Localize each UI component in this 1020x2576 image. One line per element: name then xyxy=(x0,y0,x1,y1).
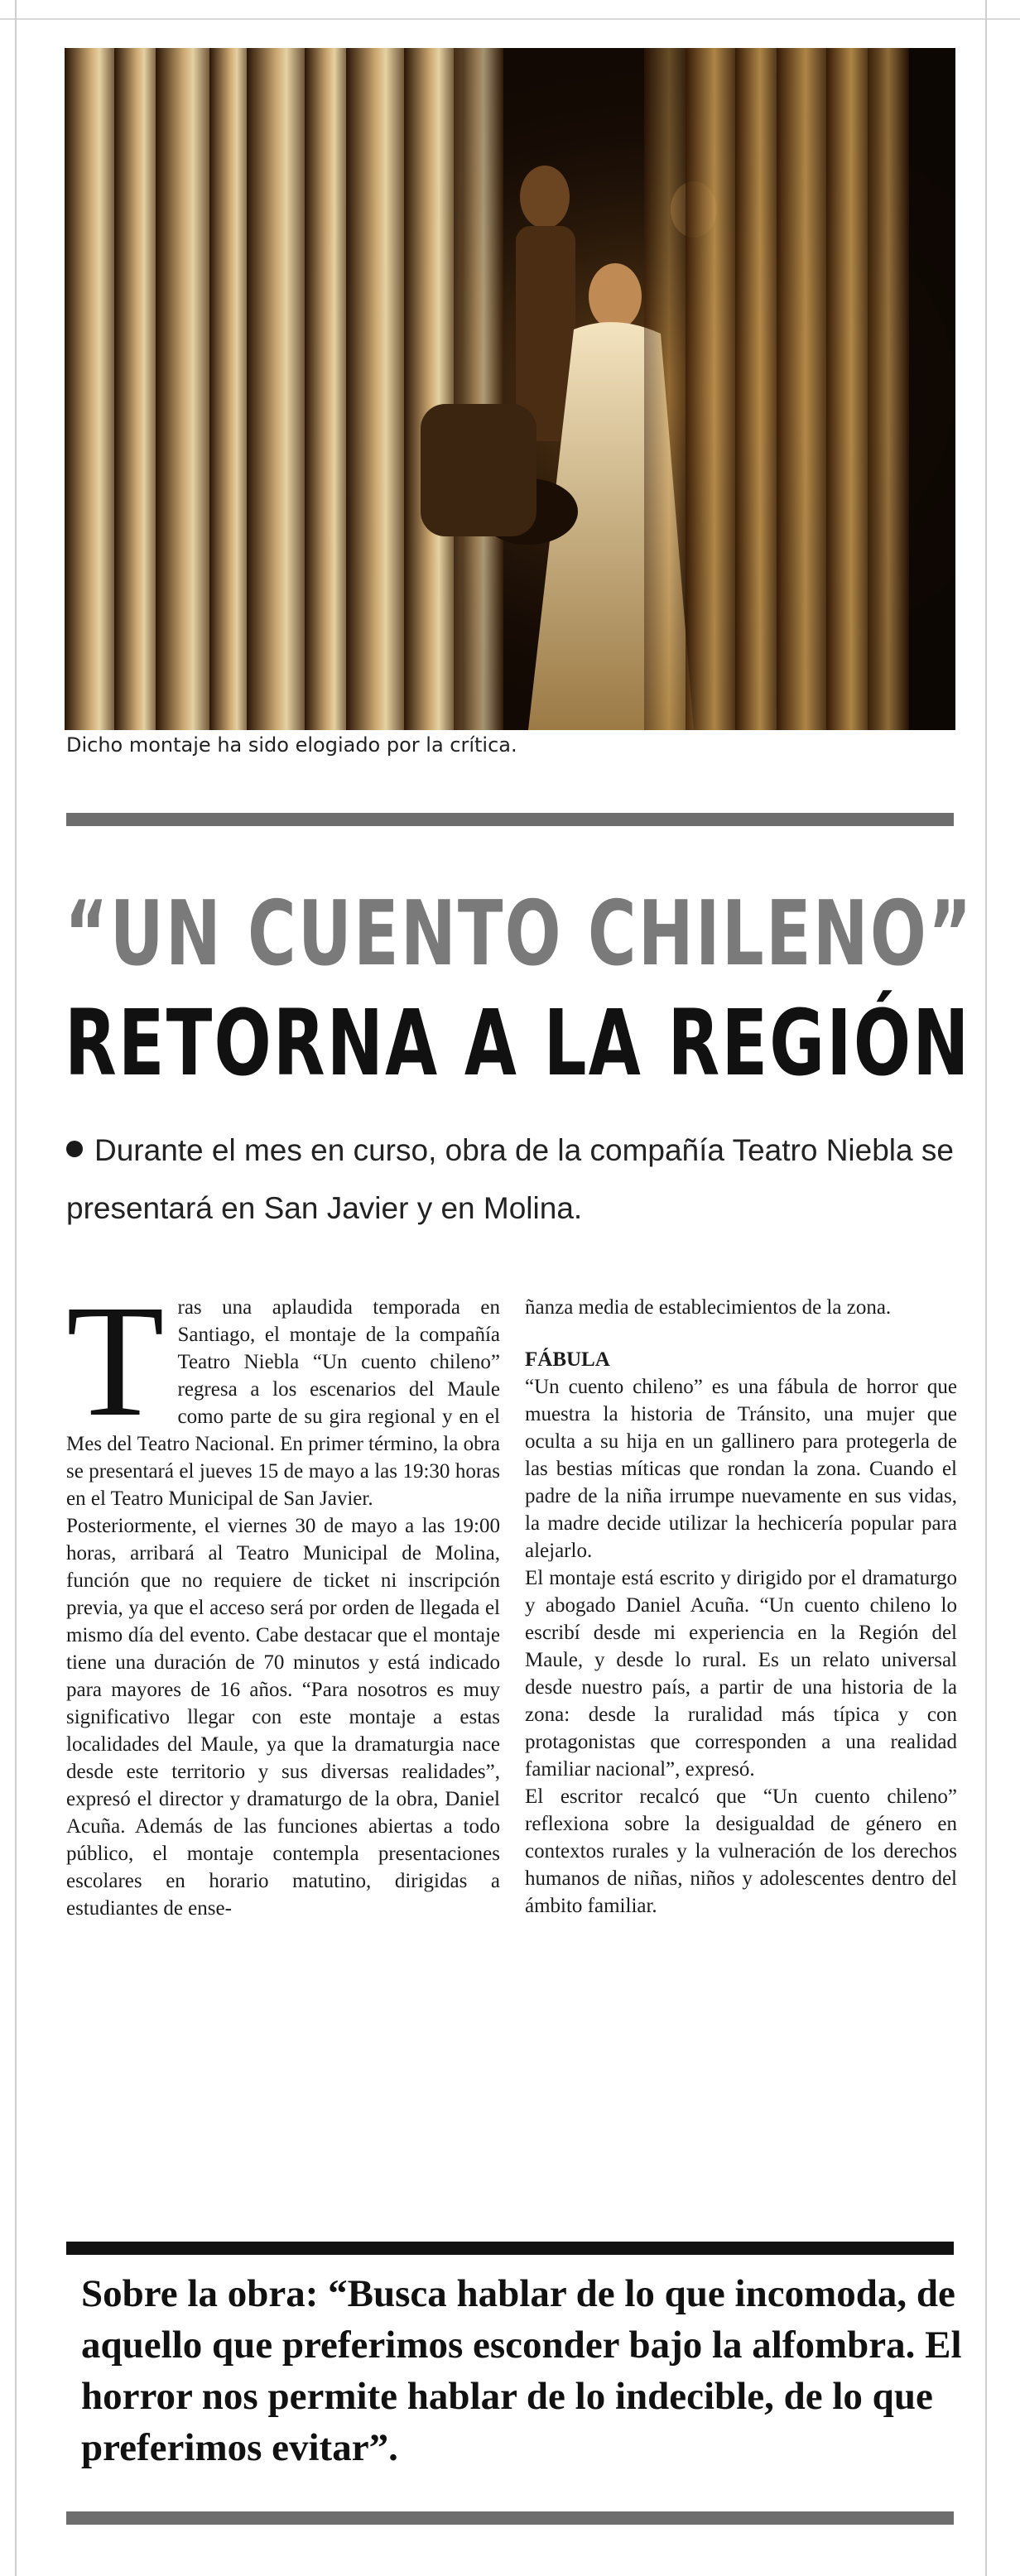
headline-line-1: “UN CUENTO CHILENO” xyxy=(65,882,974,986)
drop-cap: T xyxy=(66,1294,165,1449)
paragraph: ñanza media de establecimientos de la zona. xyxy=(525,1296,892,1319)
divider-black xyxy=(66,2242,954,2255)
top-rule xyxy=(0,18,1020,20)
paragraph: El montaje está escrito y dirigido por el dramaturgo y abogado Daniel Acuña. “Un cuento chileno lo escribí desde mi experiencia en la Región del Maule, y desde lo rural. Es un relato universal desde nuestro país, a partir de una historia de la zona: desde la ruralidad más típica y con protagonistas que corresponden a una realidad familiar nacional”, expresó. xyxy=(525,1567,957,1781)
left-column-rule xyxy=(15,0,17,2576)
paragraph: Posteriormente, el viernes 30 de mayo a las 19:00 horas, arribará al Teatro Municipal de Molina, función que no requiere de ticket ni inscripción previa, ya que el acceso será por orden de llegada el mismo día del evento. Cabe destacar que el montaje tiene una duración de 70 minutos y está indicado para mayores de 16 años. “Para nosotros es muy significativo llegar con este montaje a estas localidades del Maule, ya que la dramaturgia nace desde este territorio y sus diversas realidades”, expresó el director y dramaturgo de la obra, Daniel Acuña. Además de las funciones abiertas a todo público, el montaje contempla presentaciones escolares en horario matutino, dirigidas a estudiantes de ense- xyxy=(66,1515,500,1920)
headline-line-2: RETORNA A LA REGIÓN xyxy=(65,990,971,1096)
photo-caption: Dicho montaje ha sido elogiado por la crítica. xyxy=(66,733,517,757)
right-column-rule xyxy=(985,0,987,2576)
article-column-right xyxy=(525,1294,957,2188)
divider-grey xyxy=(66,813,954,826)
paragraph xyxy=(66,1294,500,1512)
subhead: FÁBULA xyxy=(525,1348,610,1371)
deck-summary xyxy=(66,1122,960,1238)
theatre-photo xyxy=(65,48,955,730)
paragraph: El escritor recalcó que “Un cuento chileno” reflexiona sobre la desigualdad de género en contextos rurales y la vulneración de los derechos humanos de niñas, niños y adolescentes dentro del ámbito familiar. xyxy=(525,1785,957,1917)
deck-text: Durante el mes en curso, obra de la compañía Teatro Niebla se presentará en San Javier y en Molina. xyxy=(66,1133,954,1225)
paragraph: “Un cuento chileno” es una fábula de horror que muestra la historia de Tránsito, una mujer que oculta a su hija en un gallinero para protegerla de las bestias míticas que rondan la zona. Cuando el padre de la niña irrumpe nuevamente en sus vidas, la madre decide utilizar la hechicería popular para alejarlo. xyxy=(525,1376,957,1562)
divider-bottom xyxy=(66,2511,954,2525)
pull-quote: Sobre la obra: “Busca hablar de lo que incomoda, de aquello que preferimos esconder bajo la alfombra. El horror nos permite hablar de lo indecible, de lo que preferimos evitar”. xyxy=(81,2272,962,2469)
article-column-left xyxy=(66,1294,500,2188)
paragraph-text: ras una aplaudida temporada en Santiago, el montaje de la compañía Teatro Niebla “Un cuento chileno” regresa a los escenarios del Maule como parte de su gira regional y en el Mes del Teatro Nacional. En primer término, la obra se presentará el jueves 15 de mayo a las 19:30 horas en el Teatro Municipal de San Javier. xyxy=(66,1296,500,1510)
bullet-icon xyxy=(66,1141,83,1157)
